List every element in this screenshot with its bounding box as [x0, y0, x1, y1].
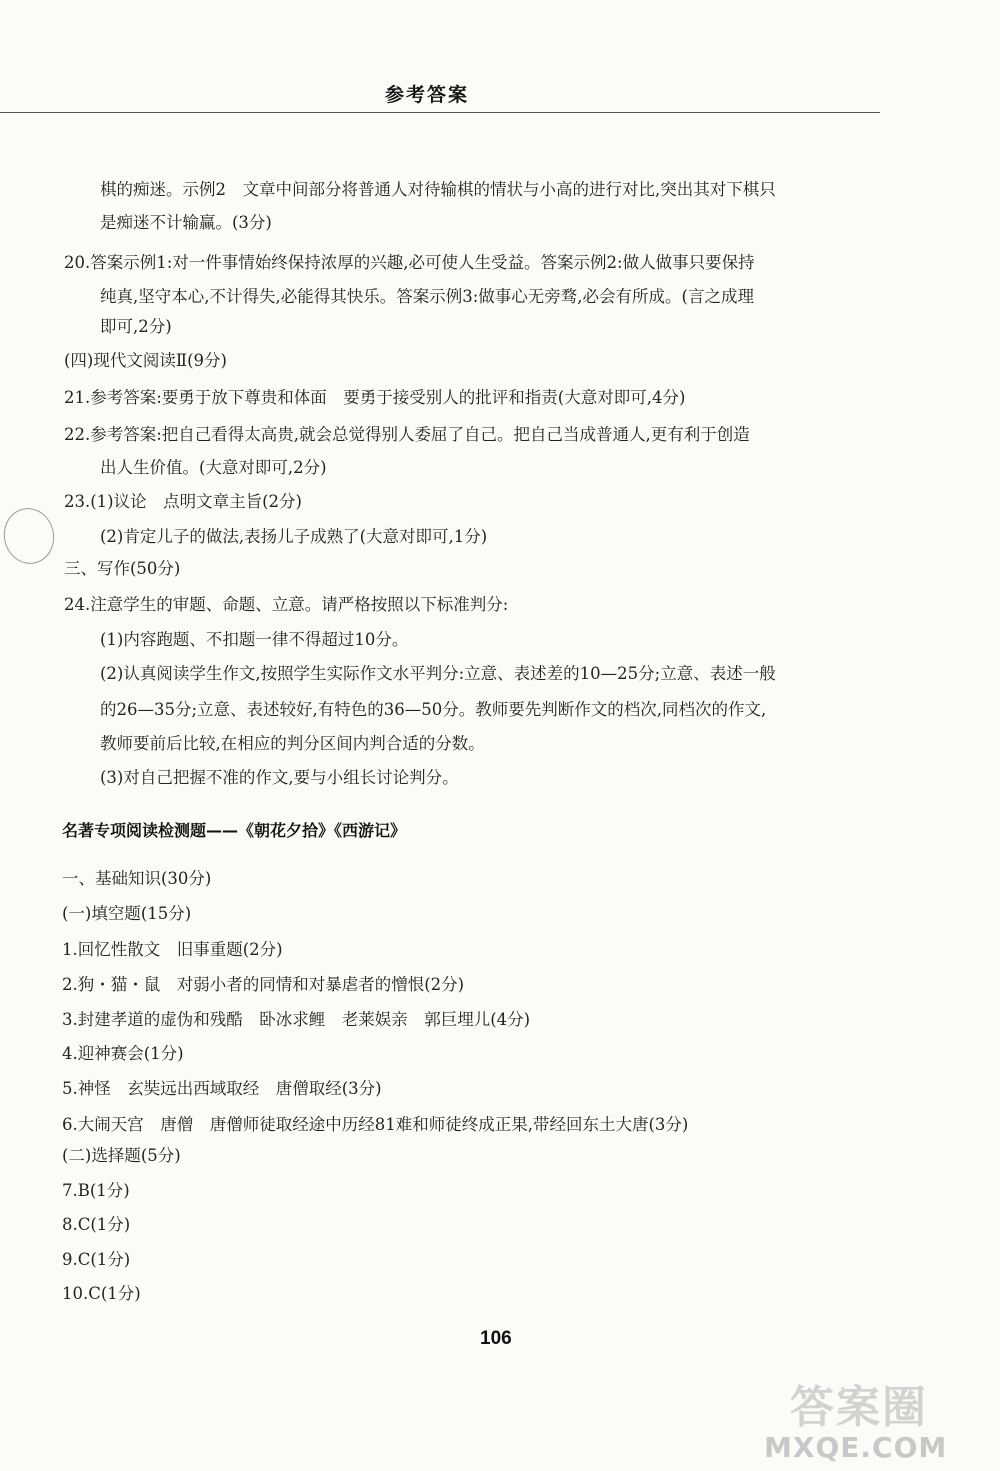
text-line: 22.参考答案:把自己看得太高贵,就会总觉得别人委屈了自己。把自己当成普通人,更有利于创造	[64, 425, 750, 444]
text-line: (四)现代文阅读Ⅱ(9分)	[64, 351, 227, 370]
text-line: 8.C(1分)	[62, 1215, 131, 1234]
section-title: 名著专项阅读检测题——《朝花夕拾》《西游记》	[62, 821, 407, 840]
watermark-site: MXQE.COM	[764, 1431, 948, 1464]
page-header-title: 参考答案	[385, 84, 470, 106]
text-line: 21.参考答案:要勇于放下尊贵和体面 要勇于接受别人的批评和指责(大意对即可,4分)	[64, 388, 686, 407]
watermark	[760, 1365, 990, 1465]
text-line: 1.回忆性散文 旧事重题(2分)	[62, 940, 283, 959]
text-line: (2)肯定儿子的做法,表扬儿子成熟了(大意对即可,1分)	[100, 527, 488, 546]
text-line: 3.封建孝道的虚伪和残酷 卧冰求鲤 老莱娱亲 郭巨埋儿(4分)	[62, 1010, 531, 1029]
text-line: (二)选择题(5分)	[62, 1146, 181, 1165]
text-line: 一、基础知识(30分)	[62, 869, 212, 888]
page-number: 106	[480, 1328, 512, 1349]
text-line: 是痴迷不计输赢。(3分)	[100, 213, 272, 232]
text-line: 即可,2分)	[100, 317, 172, 336]
text-line: 三、写作(50分)	[64, 559, 181, 578]
text-line: 纯真,坚守本心,不计得失,必能得其快乐。答案示例3:做事心无旁骛,必会有所成。(言之成理	[100, 287, 754, 306]
text-line: 6.大闹天宫 唐僧 唐僧师徒取经途中历经81难和师徒终成正果,带经回东土大唐(3分)	[62, 1115, 689, 1134]
watermark-logo: 答案圈	[790, 1382, 928, 1433]
text-line: 24.注意学生的审题、命题、立意。请严格按照以下标准判分:	[64, 595, 509, 614]
text-line: 20.答案示例1:对一件事情始终保持浓厚的兴趣,必可使人生受益。答案示例2:做人做事只要保持	[64, 253, 755, 272]
text-line: 出人生价值。(大意对即可,2分)	[100, 458, 327, 477]
text-line: 10.C(1分)	[62, 1284, 141, 1303]
text-line: 23.(1)议论 点明文章主旨(2分)	[64, 492, 302, 511]
text-line: 教师要前后比较,在相应的判分区间内判合适的分数。	[100, 734, 485, 753]
text-line: 4.迎神赛会(1分)	[62, 1044, 184, 1063]
text-line: (1)内容跑题、不扣题一律不得超过10分。	[100, 630, 409, 649]
text-line: 7.B(1分)	[62, 1181, 130, 1200]
text-line: (一)填空题(15分)	[62, 904, 192, 923]
text-line: (3)对自己把握不准的作文,要与小组长讨论判分。	[100, 768, 459, 787]
text-line: 棋的痴迷。示例2 文章中间部分将普通人对待输棋的情状与小高的进行对比,突出其对下棋只	[100, 180, 776, 199]
text-line: (2)认真阅读学生作文,按照学生实际作文水平判分:立意、表述差的10—25分;立意、表述一般	[100, 664, 776, 683]
text-line: 的26—35分;立意、表述较好,有特色的36—50分。教师要先判断作文的档次,同档次的作文,	[100, 700, 767, 719]
library-stamp	[0, 503, 59, 568]
text-line: 9.C(1分)	[62, 1250, 131, 1269]
text-line: 5.神怪 玄奘远出西域取经 唐僧取经(3分)	[62, 1079, 382, 1098]
text-line: 2.狗・猫・鼠 对弱小者的同情和对暴虐者的憎恨(2分)	[62, 975, 465, 994]
